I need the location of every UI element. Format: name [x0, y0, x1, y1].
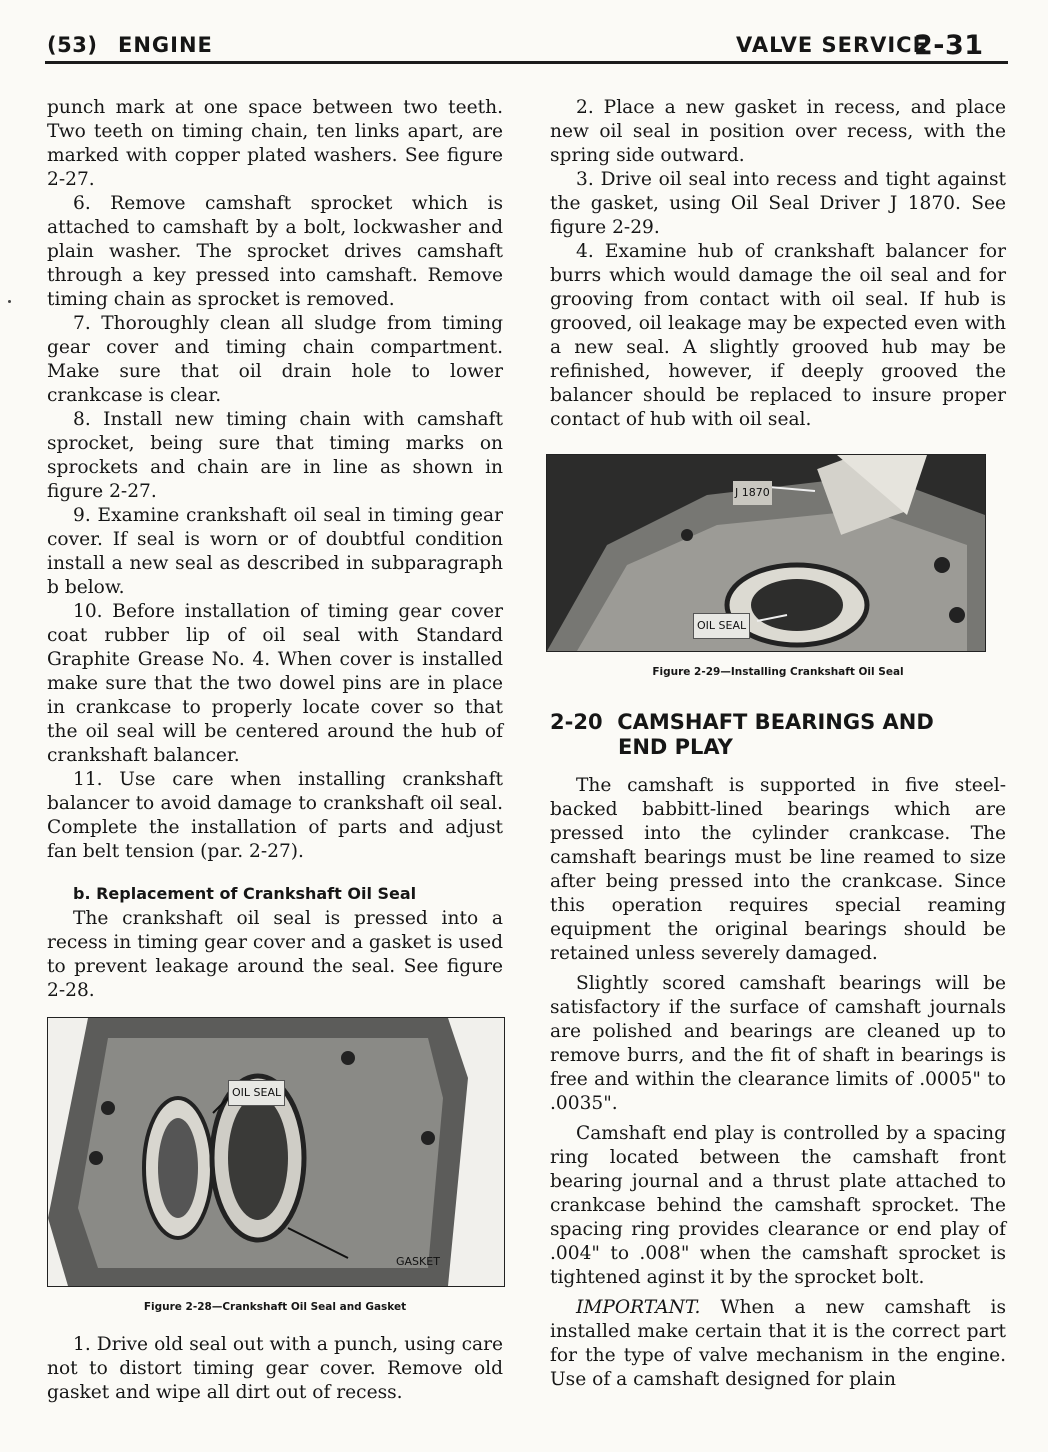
camshaft-paragraph-4 — [550, 1296, 1006, 1392]
step-3: 3. Drive oil seal into recess and tight against the gasket, using Oil Seal Driver J 1870. See figure 2-29. — [550, 169, 1006, 238]
step-9: 9. Examine crankshaft oil seal in timing gear cover. If seal is worn or of doubtful condition install a new seal as described in subparagraph b below. — [47, 505, 503, 598]
figure-2-29-image — [546, 454, 986, 652]
gasket-callout: GASKET — [396, 1255, 440, 1268]
section-number: 2-20 — [550, 710, 603, 734]
figure-2-28-image — [47, 1017, 505, 1287]
step-10: 10. Before installation of timing gear cover coat rubber lip of oil seal with Standard Graphite Grease No. 4. When cover is installed make sure that the two dowel pins are in place in crankcase to properly locate cover so that the oil seal will be centered around the hub of crankshaft balancer. — [47, 601, 503, 766]
step-1: 1. Drive old seal out with a punch, using care not to distort timing gear cover. Remove old gasket and wipe all dirt out of recess. — [47, 1334, 503, 1403]
right-column — [550, 96, 1006, 1392]
section-title-line1: CAMSHAFT BEARINGS AND — [617, 710, 934, 734]
step-8: 8. Install new timing chain with camshaft sprocket, being sure that timing marks on sprockets and chain are in line as shown in figure 2-27. — [47, 409, 503, 502]
step-4: 4. Examine hub of crankshaft balancer for burrs which would damage the oil seal and for grooving from contact with oil seal. If hub is grooved, oil leakage may be expected even with a new seal. A slightly grooved hub may be refinished, however, if deeply grooved the balancer should be replaced to insure proper contact of hub with oil seal. — [550, 241, 1006, 430]
left-column — [47, 96, 503, 1405]
tool-callout: J 1870 — [733, 481, 772, 505]
figure-2-29-caption: Figure 2-29—Installing Crankshaft Oil Seal — [652, 666, 904, 678]
subheading-b: b. Replacement of Crankshaft Oil Seal — [73, 884, 417, 903]
section-title-line2: END PLAY — [618, 735, 733, 759]
camshaft-paragraph-2: Slightly scored camshaft bearings will be satisfactory if the surface of camshaft journals are polished and bearings are cleaned up to remove burrs, and the fit of shaft in bearings is free and within the clearance limits of .0005" to .0035". — [550, 973, 1006, 1114]
figure-2-28-caption: Figure 2-28—Crankshaft Oil Seal and Gasket — [143, 1301, 407, 1313]
page-number: 2-31 — [914, 30, 984, 61]
camshaft-paragraph-1: The camshaft is supported in five steel-backed babbitt-lined bearings which are pressed into the cylinder crankcase. The camshaft bearings must be line reamed to size after being pressed into the crankcase. Since this operation requires special reaming equipment the original bearings should be retained unless severely damaged. — [550, 775, 1006, 964]
step-7: 7. Thoroughly clean all sludge from timing gear cover and timing chain compartment. Make sure that oil drain hole to lower crankcase is clear. — [47, 313, 503, 406]
section-2-20-heading — [550, 710, 1006, 760]
page-header — [0, 0, 1048, 80]
step-11: 11. Use care when installing crankshaft balancer to avoid damage to crankshaft oil seal. Complete the installation of parts and adjust fan belt tension (par. 2-27). — [47, 769, 503, 862]
paragraph-continued: punch mark at one space between two teeth. Two teeth on timing chain, ten links apart, are marked with copper plated washers. See figure 2-27. — [47, 97, 503, 190]
header-rule — [45, 61, 1008, 64]
step-2: 2. Place a new gasket in recess, and place new oil seal in position over recess, with the spring side outward. — [550, 97, 1006, 166]
section-name: ENGINE — [118, 33, 213, 57]
paragraph-b: The crankshaft oil seal is pressed into a recess in timing gear cover and a gasket is used to prevent leakage around the seal. See figure 2-28. — [47, 908, 503, 1001]
oil-seal-callout: OIL SEAL — [693, 613, 750, 639]
important-lead: IMPORTANT. — [576, 1297, 701, 1318]
important-body: When a new camshaft is installed make certain that it is the correct part for the type of valve mechanism in the engine. Use of a camshaft designed for plain — [550, 1297, 1006, 1390]
page-ref: (53) — [47, 33, 98, 57]
oil-seal-callout: OIL SEAL — [228, 1080, 285, 1106]
topic-name: VALVE SERVICE — [736, 33, 928, 57]
crankshaft-seal-illustration — [48, 1018, 504, 1286]
page-speck — [8, 300, 11, 303]
step-6: 6. Remove camshaft sprocket which is attached to camshaft by a bolt, lockwasher and plain washer. The sprocket drives camshaft through a key pressed into camshaft. Remove timing chain as sprocket is removed. — [47, 193, 503, 310]
camshaft-paragraph-3: Camshaft end play is controlled by a spacing ring located between the camshaft front bearing journal and a thrust plate attached to crankcase behind the camshaft sprocket. The spacing ring provides clearance or end play of .004" to .008" when the camshaft sprocket is tightened aginst it by the sprocket bolt. — [550, 1123, 1006, 1288]
